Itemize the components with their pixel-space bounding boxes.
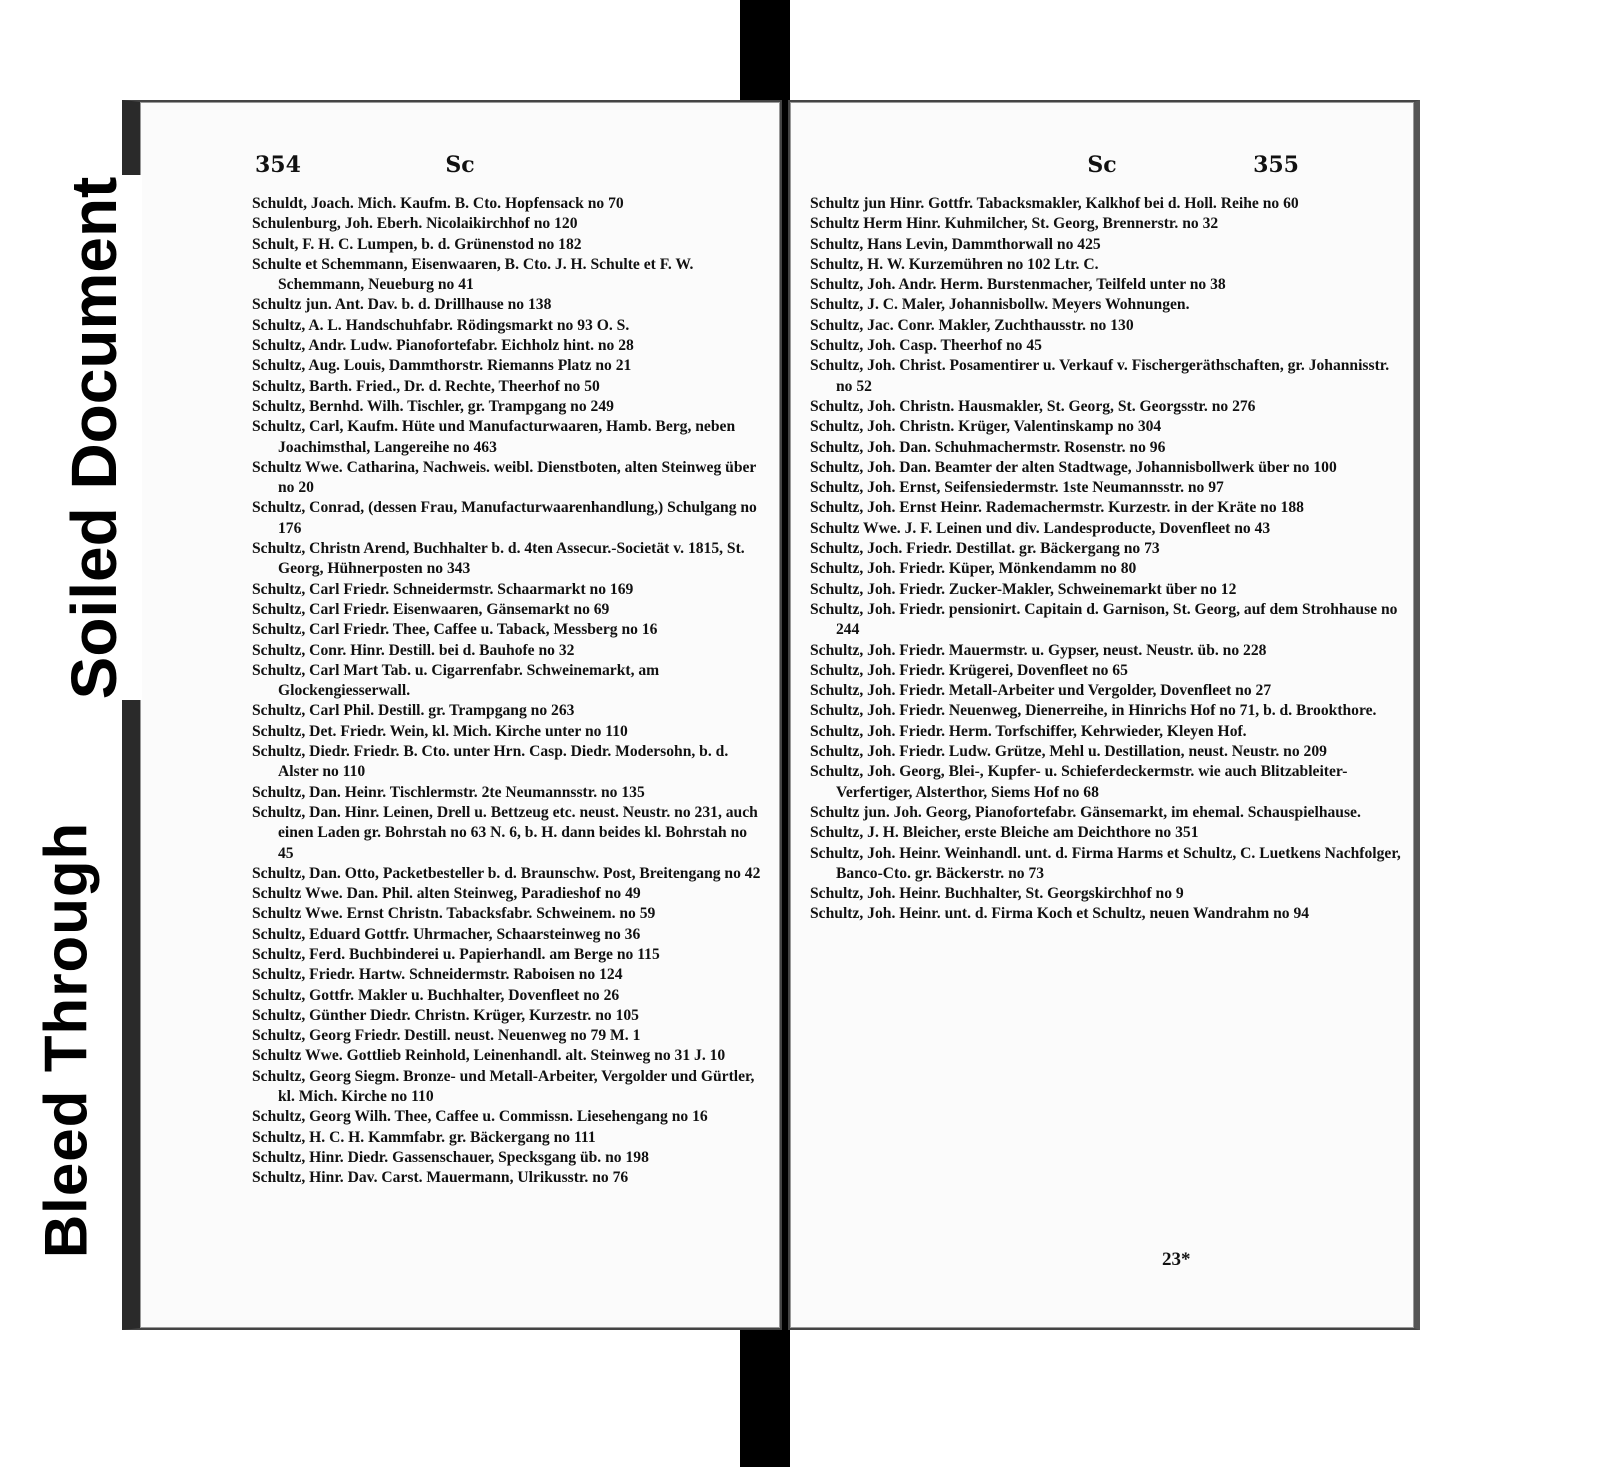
directory-entry: Schultz, Gottfr. Makler u. Buchhalter, Dovenfleet no 26 [252,986,620,1004]
right-page-header [790,152,1414,182]
directory-entry: Schultz, Carl Friedr. Thee, Caffee u. Taback, Messberg no 16 [252,621,658,639]
left-running-head: Sc [445,152,475,178]
bleed-through-label [18,812,114,1267]
left-page-number: 354 [255,152,301,178]
directory-entry: Schulte et Schemmann, Eisenwaaren, B. Cto. J. H. Schulte et F. W. Schemmann, Neueburg no 41 [252,255,694,294]
right-running-head: Sc [1087,152,1117,178]
directory-entry: Schultz, Christn Arend, Buchhalter b. d. 4ten Assecur.-Societät v. 1815, St. Georg, Hühnerposten no 343 [252,540,745,578]
directory-entry: Schultz, Joh. Christn. Krüger, Valentinskamp no 304 [810,418,1162,436]
directory-entry: Schultz, Georg Siegm. Bronze- und Metall-Arbeiter, Vergolder und Gürtler, kl. Mich. Kirche no 110 [252,1067,755,1106]
directory-entry: Schultz, Joh. Christn. Hausmakler, St. Georg, St. Georgsstr. no 276 [810,397,1256,415]
directory-entry: Schultz, Bernhd. Wilh. Tischler, gr. Trampgang no 249 [252,397,614,415]
directory-entry: Schultz, Joh. Andr. Herm. Burstenmacher, Teilfeld unter no 38 [810,276,1226,294]
directory-entry: Schultz, J. C. Maler, Johannisbollw. Meyers Wohnungen. [810,296,1190,314]
directory-entry: Schultz, Joh. Friedr. Zucker-Makler, Schweinemarkt über no 12 [810,580,1237,598]
directory-entry: Schultz Wwe. Gottlieb Reinhold, Leinenhandl. alt. Steinweg no 31 J. 10 [252,1047,726,1065]
directory-entry: Schultz, Joh. Friedr. Mauermstr. u. Gypser, neust. Neustr. üb. no 228 [810,641,1267,659]
directory-entry: Schultz, Carl Friedr. Eisenwaaren, Gänsemarkt no 69 [252,600,610,618]
directory-entry: Schultz, Joh. Friedr. Herm. Torfschiffer, Kehrwieder, Kleyen Hof. [810,722,1247,740]
directory-entry: Schultz, Carl Mart Tab. u. Cigarrenfabr. Schweinemarkt, am Glockengiesserwall. [252,661,660,700]
right-page [788,100,1420,1330]
directory-entry: Schultz Herm Hinr. Kuhmilcher, St. Georg, Brennerstr. no 32 [810,215,1219,233]
directory-entry: Schultz, Dan. Heinr. Tischlermstr. 2te Neumannsstr. no 135 [252,783,645,801]
directory-entry: Schultz, Joh. Christ. Posamentirer u. Verkauf v. Fischergeräthschaften, gr. Johannisstr. no 52 [810,357,1390,395]
directory-entry: Schultz, Georg Friedr. Destill. neust. Neuenweg no 79 M. 1 [252,1027,641,1045]
directory-entry: Schultz, Hinr. Diedr. Gassenschauer, Specksgang üb. no 198 [252,1148,649,1166]
directory-entry: Schultz, Joh. Georg, Blei-, Kupfer- u. Schieferdeckermstr. wie auch Blitzableiter-Verfertiger, Alsterthor, Siems Hof no 68 [810,763,1348,801]
directory-entry: Schultz, Hinr. Dav. Carst. Mauermann, Ulrikusstr. no 76 [252,1169,629,1187]
directory-entry: Schultz, Joh. Dan. Beamter der alten Stadtwage, Johannisbollwerk über no 100 [810,458,1337,476]
signature-mark: 23* [1162,1249,1191,1270]
directory-entry: Schultz, Günther Diedr. Christn. Krüger, Kurzestr. no 105 [252,1006,639,1024]
directory-entry: Schultz Wwe. J. F. Leinen und div. Landesproducte, Dovenfleet no 43 [810,519,1271,537]
directory-entry: Schultz, J. H. Bleicher, erste Bleiche am Deichthore no 351 [810,824,1199,842]
directory-entry: Schultz, Det. Friedr. Wein, kl. Mich. Kirche unter no 110 [252,722,628,740]
directory-entry: Schultz, Ferd. Buchbinderei u. Papierhandl. am Berge no 115 [252,945,660,963]
directory-entry: Schultz, Georg Wilh. Thee, Caffee u. Commissn. Liesehengang no 16 [252,1108,708,1126]
directory-entry: Schultz, Joh. Ernst, Seifensiedermstr. 1ste Neumannsstr. no 97 [810,479,1224,497]
directory-entry: Schultz jun. Joh. Georg, Pianofortefabr. Gänsemarkt, im ehemal. Schauspielhause. [810,803,1361,821]
directory-entry: Schultz, Joh. Heinr. Buchhalter, St. Georgskirchhof no 9 [810,885,1184,903]
directory-entry: Schultz, H. C. H. Kammfabr. gr. Bäckergang no 111 [252,1128,596,1146]
directory-entry: Schultz, Joh. Friedr. Küper, Mönkendamm no 80 [810,560,1137,578]
directory-entry: Schult, F. H. C. Lumpen, b. d. Grünenstod no 182 [252,235,582,253]
directory-entry: Schultz, Joh. Ernst Heinr. Rademachermstr. Kurzestr. in der Kräte no 188 [810,499,1304,517]
soiled-document-label-text: Soiled Document [58,176,130,699]
directory-entry: Schultz jun. Ant. Dav. b. d. Drillhause no 138 [252,296,552,314]
directory-entry: Schultz, Carl Friedr. Schneidermstr. Schaarmarkt no 169 [252,580,634,598]
right-entry-list [810,194,1402,925]
directory-entry: Schultz, Conrad, (dessen Frau, Manufacturwaarenhandlung,) Schulgang no 176 [252,499,757,537]
left-page [122,100,782,1330]
directory-entry: Schultz, Joh. Casp. Theerhof no 45 [810,337,1042,355]
directory-entry: Schultz Wwe. Catharina, Nachweis. weibl. Dienstboten, alten Steinweg über no 20 [252,458,757,497]
directory-entry: Schultz, H. W. Kurzemühren no 102 Ltr. C. [810,255,1099,273]
directory-entry: Schultz, Joh. Dan. Schuhmachermstr. Rosenstr. no 96 [810,438,1166,456]
directory-entry: Schultz Wwe. Dan. Phil. alten Steinweg, Paradieshof no 49 [252,885,641,903]
soiled-document-label [46,175,142,700]
directory-entry: Schulenburg, Joh. Eberh. Nicolaikirchhof no 120 [252,215,578,233]
directory-entry: Schultz, Joh. Friedr. Metall-Arbeiter und Vergolder, Dovenfleet no 27 [810,682,1272,700]
directory-entry: Schultz, Hans Levin, Dammthorwall no 425 [810,235,1101,253]
directory-entry: Schultz, Joh. Friedr. pensionirt. Capitain d. Garnison, St. Georg, auf dem Strohhause no 244 [810,600,1398,639]
bleed-through-label-text: Bleed Through [32,821,100,1258]
directory-entry: Schultz, Carl, Kaufm. Hüte und Manufacturwaaren, Hamb. Berg, neben Joachimsthal, Langereihe no 463 [252,418,736,456]
directory-entry: Schultz, Joch. Friedr. Destillat. gr. Bäckergang no 73 [810,540,1160,558]
directory-entry: Schultz, Dan. Otto, Packetbesteller b. d. Braunschw. Post, Breitengang no 42 [252,864,761,882]
directory-entry: Schuldt, Joach. Mich. Kaufm. B. Cto. Hopfensack no 70 [252,195,624,212]
left-entry-list [252,194,766,1189]
directory-entry: Schultz, Conr. Hinr. Destill. bei d. Bauhofe no 32 [252,641,575,659]
left-page-header [140,152,780,182]
directory-entry: Schultz, Carl Phil. Destill. gr. Trampgang no 263 [252,702,575,720]
directory-entry: Schultz, Andr. Ludw. Pianofortefabr. Eichholz hint. no 28 [252,337,634,355]
directory-entry: Schultz, Joh. Friedr. Neuenweg, Dienerreihe, in Hinrichs Hof no 71, b. d. Brookthore. [810,702,1377,720]
directory-entry: Schultz, Aug. Louis, Dammthorstr. Riemanns Platz no 21 [252,357,632,375]
directory-entry: Schultz, Joh. Heinr. Weinhandl. unt. d. Firma Harms et Schultz, C. Luetkens Nachfolger, Banco-Cto. gr. Bäckerstr. no 73 [810,844,1401,882]
directory-entry: Schultz, Joh. Heinr. unt. d. Firma Koch et Schultz, neuen Wandrahm no 94 [810,905,1310,923]
directory-entry: Schultz, Jac. Conr. Makler, Zuchthausstr. no 130 [810,316,1134,334]
directory-entry: Schultz, A. L. Handschuhfabr. Rödingsmarkt no 93 O. S. [252,316,630,334]
directory-entry: Schultz, Friedr. Hartw. Schneidermstr. Raboisen no 124 [252,966,623,984]
directory-entry: Schultz, Diedr. Friedr. B. Cto. unter Hrn. Casp. Diedr. Modersohn, b. d. Alster no 110 [252,743,729,781]
directory-entry: Schultz Wwe. Ernst Christn. Tabacksfabr. Schweinem. no 59 [252,905,656,923]
directory-entry: Schultz, Joh. Friedr. Krügerei, Dovenfleet no 65 [810,661,1128,679]
directory-entry: Schultz, Dan. Hinr. Leinen, Drell u. Bettzeug etc. neust. Neustr. no 231, auch einen Laden gr. Bohrstah no 63 N. 6, b. H. dann beides kl. Bohrstah no 45 [252,803,758,862]
right-page-number: 355 [1253,152,1299,178]
directory-entry: Schultz, Joh. Friedr. Ludw. Grütze, Mehl u. Destillation, neust. Neustr. no 209 [810,743,1327,761]
directory-entry: Schultz jun Hinr. Gottfr. Tabacksmakler, Kalkhof bei d. Holl. Reihe no 60 [810,195,1299,212]
directory-entry: Schultz, Eduard Gottfr. Uhrmacher, Schaarsteinweg no 36 [252,925,641,943]
directory-entry: Schultz, Barth. Fried., Dr. d. Rechte, Theerhof no 50 [252,377,600,395]
